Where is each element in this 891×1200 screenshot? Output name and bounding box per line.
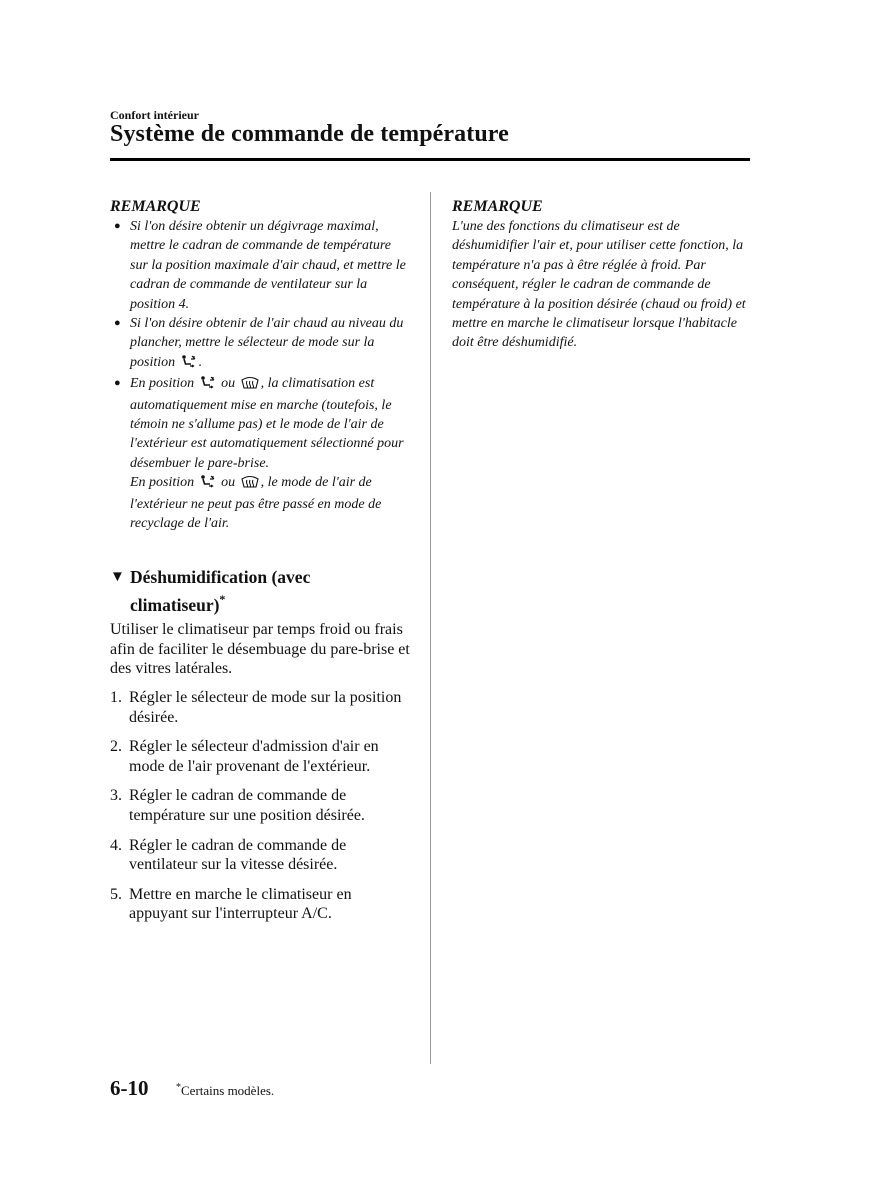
step-text: Régler le cadran de commande de ventilateur sur la vitesse désirée. — [129, 836, 347, 874]
intro-paragraph: Utiliser le climatiseur par temps froid ou frais afin de faciliter le désembuage du pare-brise et des vitres latérales. — [110, 621, 410, 678]
note-bullet-1-text: Si l'on désire obtenir un dégivrage maximal, mettre le cadran de commande de température sur la position maximale d'air chaud, et mettre le cadran de commande de ventilateur sur la position 4. — [130, 219, 406, 312]
note-bullet-list — [110, 217, 410, 534]
note-paragraph-right: L'une des fonctions du climatiseur est de déshumidifier l'air et, pour utiliser cette fonction, la température n'a pas à être réglée à froid. Par conséquent, régler le cadran de commande de température à la position désirée (chaud ou froid) et mettre en marche le climatiseur lorsque l'habitacle doit être déshumidifié. — [452, 219, 746, 351]
step-text: Régler le sélecteur de mode sur la position désirée. — [129, 689, 402, 726]
triangle-down-icon: ▼ — [110, 569, 125, 585]
note-bullet-2: ● Si l'on désire obtenir de l'air chaud au niveau du plancher, mettre le sélecteur de mode sur la position . — [110, 314, 410, 374]
step-text: Régler le cadran de commande de température sur une position désirée. — [129, 787, 365, 824]
section-heading-text: Déshumidification (avec climatiseur) — [130, 567, 311, 615]
left-note — [110, 197, 410, 534]
step-text: Régler le sélecteur d'admission d'air en mode de l'air provenant de l'extérieur. — [129, 738, 379, 775]
note-bullet-1 — [110, 217, 410, 314]
section-heading — [110, 566, 410, 616]
footnote — [176, 1082, 274, 1099]
step-item — [110, 885, 410, 924]
step-number: 1. — [110, 689, 122, 706]
note-bullet-2-text: Si l'on désire obtenir de l'air chaud au niveau du plancher, mettre le sélecteur de mode sur la position — [130, 316, 404, 370]
windshield-defrost-icon — [241, 376, 259, 395]
page-title: Système de commande de température — [110, 121, 509, 147]
step-number: 5. — [110, 885, 122, 903]
windshield-defrost-icon — [241, 475, 259, 494]
floor-defrost-mode-icon — [200, 376, 216, 395]
step-number: 3. — [110, 787, 122, 805]
floor-defrost-mode-icon — [200, 475, 216, 494]
step-text: Mettre en marche le climatiseur en appuyant sur l'interrupteur A/C. — [129, 885, 352, 923]
note-heading-right: REMARQUE — [452, 198, 543, 215]
page-number: 6-10 — [110, 1076, 149, 1100]
floor-defrost-mode-icon — [181, 355, 197, 374]
note-heading-left: REMARQUE — [110, 198, 201, 215]
footnote-text: Certains modèles. — [181, 1083, 275, 1098]
step-item — [110, 836, 410, 875]
right-note — [452, 197, 752, 353]
step-item — [110, 688, 410, 727]
section-label: Confort intérieur — [110, 108, 199, 122]
step-item — [110, 786, 410, 825]
footnote-marker: * — [176, 1082, 181, 1093]
step-number: 2. — [110, 738, 122, 756]
bullet-dot-icon: ● — [114, 220, 121, 232]
bullet-dot-icon: ● — [114, 377, 121, 390]
column-divider — [430, 192, 431, 1064]
steps-list — [110, 688, 410, 934]
title-rule — [110, 158, 750, 161]
step-item — [110, 737, 410, 776]
note-bullet-3: ● En position ou , la climatisation est automatiquement mise en marche (toutefois, le témoin ne s'allume pas) et le mode de l'air de l'extérieur est automatiquement sélectionné pour désembuer le pare-brise. En position ou , le mode de l'air de l'extérieur ne peut pas être passé en mode de recyclage de l'air. — [114, 376, 404, 532]
bullet-dot-icon: ● — [114, 317, 121, 330]
section-heading-marker: * — [219, 592, 226, 606]
step-number: 4. — [110, 836, 122, 854]
